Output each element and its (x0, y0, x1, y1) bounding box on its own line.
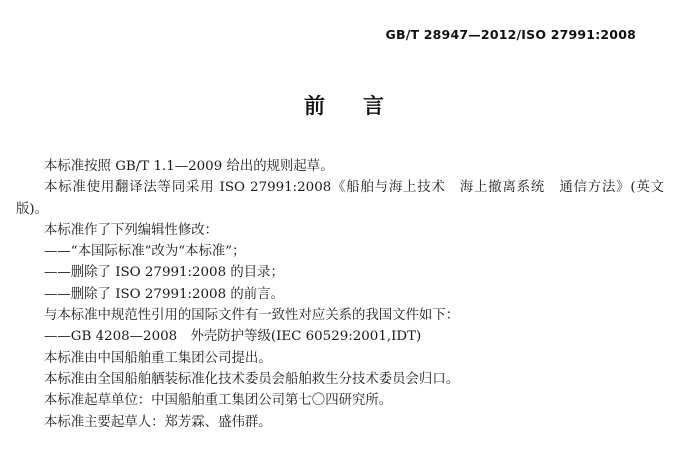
list-item-change-1: ——“本国际标准”改为“本标准”； (44, 244, 246, 260)
page-title: 前言 (304, 94, 422, 118)
paragraph-drafting-rules: 本标准按照 GB/T 1.1—2009 给出的规则起草。 (44, 159, 334, 174)
paragraph-normative-references: 与本标准中规范性引用的国际文件有一致性对应关系的我国文件如下： (44, 308, 460, 324)
list-item-reference-1: ——GB 4208—2008 外壳防护等级(IEC 60529:2001,IDT) (44, 329, 422, 345)
paragraph-proposer: 本标准由中国船舶重工集团公司提出。 (44, 350, 272, 366)
paragraph-responsible-committee: 本标准由全国船舶舾装标准化技术委员会船舶救生分技术委员会归口。 (44, 371, 460, 387)
paragraph-drafters: 本标准主要起草人：郑芳霖、盛伟群。 (44, 414, 272, 430)
paragraph-editorial-changes: 本标准作了下列编辑性修改： (44, 222, 219, 238)
list-item-change-2: ——删除了 ISO 27991:2008 的目录； (44, 265, 284, 281)
paragraph-drafting-unit: 本标准起草单位：中国船舶重工集团公司第七〇四研究所。 (44, 393, 393, 409)
foreword-body (16, 156, 676, 433)
list-item-change-3: ——删除了 ISO 27991:2008 的前言。 (44, 286, 284, 302)
standard-code-header: GB/T 28947—2012/ISO 27991:2008 (385, 27, 636, 42)
paragraph-adoption: 本标准使用翻译法等同采用 ISO 27991:2008《船舶与海上技术 海上撤离系统 通信方法》(英文版)。 (16, 180, 664, 217)
